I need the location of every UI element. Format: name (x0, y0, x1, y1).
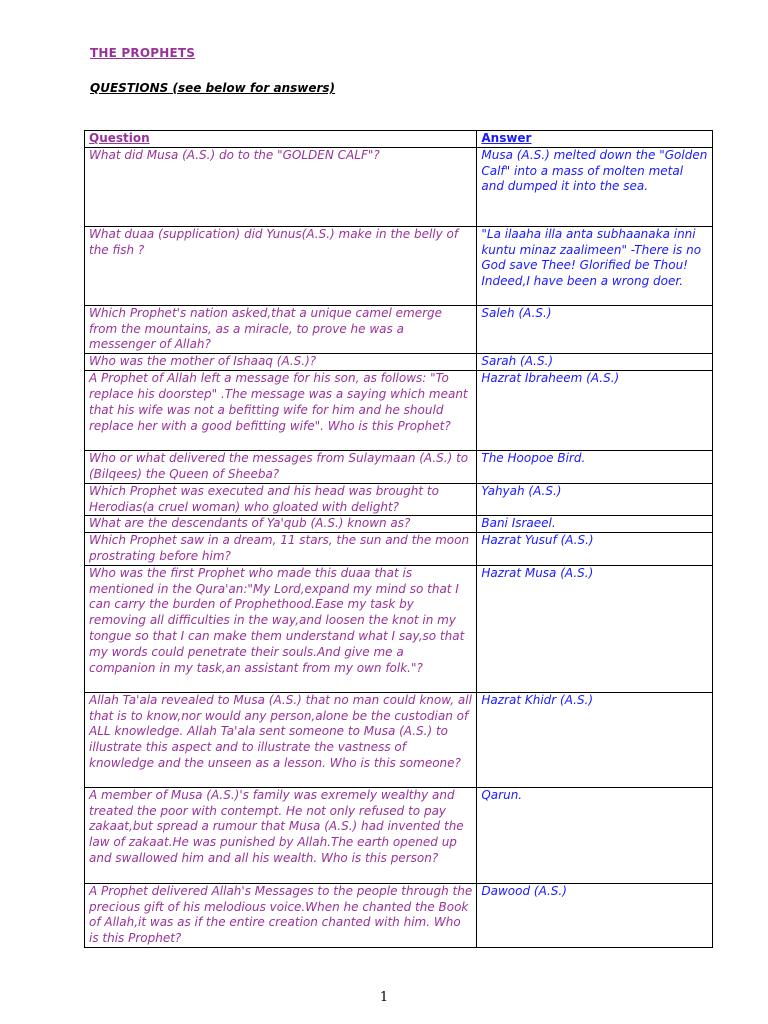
table-row (85, 226, 713, 305)
table-header-row (85, 131, 713, 148)
answer-cell: Yahyah (A.S.) (477, 483, 713, 516)
document-title: THE PROPHETS (90, 46, 196, 60)
question-column-header: Question (85, 131, 477, 148)
qa-table (84, 130, 713, 948)
question-cell: A Prophet of Allah left a message for his son, as follows: "To replace his doorstep" .The message was a saying which meant that his wife was not a befitting wife for him and he should replace her with a good befitting wife". Who is this Prophet? (85, 371, 477, 451)
question-cell: Who was the mother of Ishaaq (A.S.)? (85, 354, 477, 371)
answer-cell: The Hoopoe Bird. (477, 451, 713, 484)
answer-cell: Hazrat Musa (A.S.) (477, 565, 713, 692)
table-row (85, 883, 713, 947)
answer-cell: "La ilaaha illa anta subhaanaka inni kuntu minaz zaalimeen" -There is no God save Thee! Glorified be Thou! Indeed,I have been a wrong doer. (477, 226, 713, 305)
answer-cell: Hazrat Ibraheem (A.S.) (477, 371, 713, 451)
table-row (85, 305, 713, 353)
answer-cell: Hazrat Yusuf (A.S.) (477, 533, 713, 566)
answer-cell: Saleh (A.S.) (477, 305, 713, 353)
question-cell: Who was the first Prophet who made this duaa that is mentioned in the Qura'an:"My Lord,expand my mind so that I can carry the burden of Prophethood.Ease my task by removing all difficulties in the way,and loosen the knot in my tongue so that I can make them understand what I say,so that my words could penetrate their souls.And give me a companion in my task,an assistant from my own folk."? (85, 565, 477, 692)
table-row (85, 147, 713, 226)
answer-cell: Bani Israeel. (477, 516, 713, 533)
table-row (85, 692, 713, 787)
question-cell: What are the descendants of Ya'qub (A.S.) known as? (85, 516, 477, 533)
table-row (85, 565, 713, 692)
answer-cell: Dawood (A.S.) (477, 883, 713, 947)
answer-cell: Musa (A.S.) melted down the "Golden Calf" into a mass of molten metal and dumped it into the sea. (477, 147, 713, 226)
question-cell: What did Musa (A.S.) do to the "GOLDEN CALF"? (85, 147, 477, 226)
table-row (85, 787, 713, 883)
answer-cell: Hazrat Khidr (A.S.) (477, 692, 713, 787)
question-cell: What duaa (supplication) did Yunus(A.S.) make in the belly of the fish ? (85, 226, 477, 305)
question-cell: Which Prophet's nation asked,that a unique camel emerge from the mountains, as a miracle, to prove he was a messenger of Allah? (85, 305, 477, 353)
question-cell: A member of Musa (A.S.)'s family was exremely wealthy and treated the poor with contempt. He not only refused to pay zakaat,but spread a rumour that Musa (A.S.) had invented the law of zakaat.He was punished by Allah.The earth opened up and swallowed him and all his wealth. Who is this person? (85, 787, 477, 883)
table-row (85, 451, 713, 484)
question-cell: Which Prophet was executed and his head was brought to Herodias(a cruel woman) who gloated with delight? (85, 483, 477, 516)
table-row (85, 483, 713, 516)
page-number: 1 (379, 990, 389, 1005)
table-row (85, 516, 713, 533)
question-cell: Who or what delivered the messages from Sulaymaan (A.S.) to (Bilqees) the Queen of Sheeba? (85, 451, 477, 484)
question-cell: Which Prophet saw in a dream, 11 stars, the sun and the moon prostrating before him? (85, 533, 477, 566)
table-row (85, 371, 713, 451)
answer-column-header: Answer (477, 131, 713, 148)
table-row (85, 533, 713, 566)
question-cell: A Prophet delivered Allah's Messages to the people through the precious gift of his melodious voice.When he chanted the Book of Allah,it was as if the entire creation chanted with him. Who is this Prophet? (85, 883, 477, 947)
answer-cell: Qarun. (477, 787, 713, 883)
table-row (85, 354, 713, 371)
question-cell: Allah Ta'ala revealed to Musa (A.S.) that no man could know, all that is to know,nor would any person,alone be the custodian of ALL knowledge. Allah Ta'ala sent someone to Musa (A.S.) to illustrate this aspect and to illustrate the vastness of knowledge and the unseen as a lesson. Who is this someone? (85, 692, 477, 787)
questions-heading: QUESTIONS (see below for answers) (90, 81, 336, 95)
answer-cell: Sarah (A.S.) (477, 354, 713, 371)
